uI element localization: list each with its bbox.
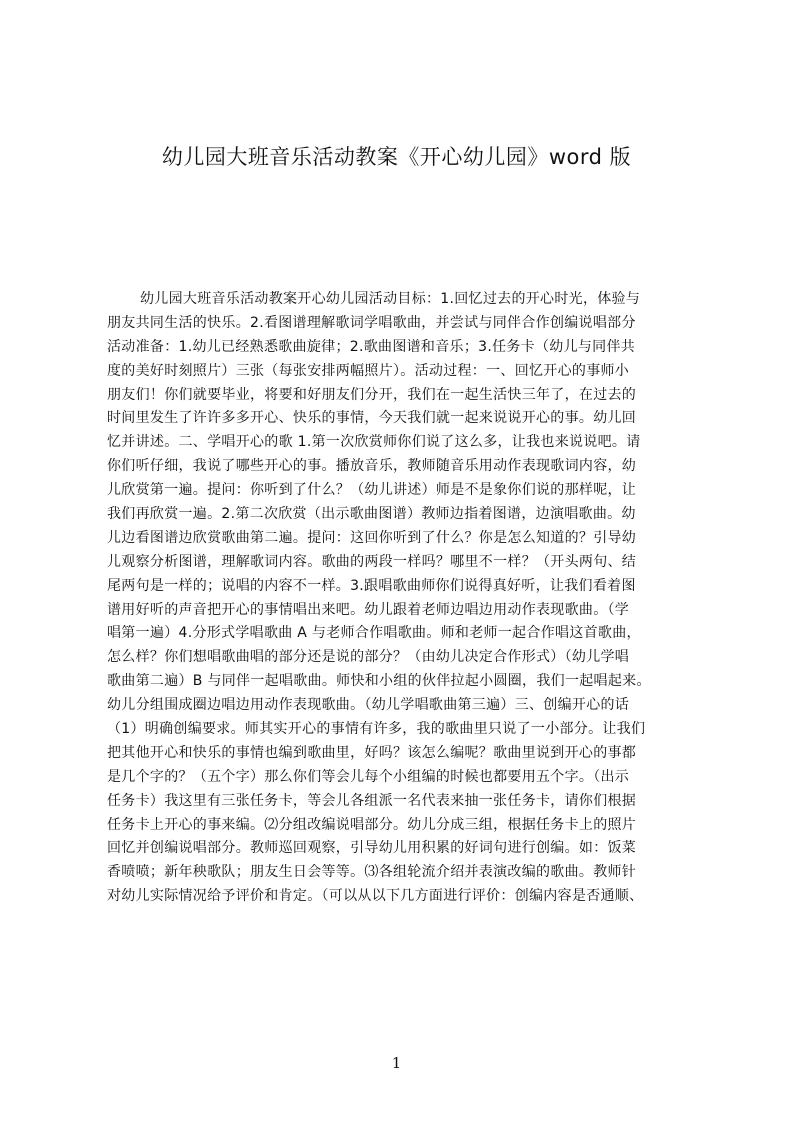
body-line: 歌曲第二遍）B 与同伴一起唱歌曲。师快和小组的伙伴拉起小圆圈，我们一起唱起来。	[107, 673, 651, 690]
body-line: 你们听仔细，我说了哪些开心的事。播放音乐，教师随音乐用动作表现歌词内容，幼	[107, 458, 637, 475]
body-line: 回忆并创编说唱部分。教师巡回观察，引导幼儿用积累的好词句进行创编。如：饭菜	[107, 840, 637, 857]
body-line: 对幼儿实际情况给予评价和肯定。（可以从以下几方面进行评价：创编内容是否通顺、	[107, 888, 644, 905]
body-line: 朋友共同生活的快乐。2.看图谱理解歌词学唱歌曲，并尝试与同伴合作创编说唱部分	[107, 314, 636, 331]
body-line: 怎么样？你们想唱歌曲唱的部分还是说的部分？（由幼儿决定合作形式）（幼儿学唱	[107, 649, 630, 666]
body-line: 忆并讲述。二、学唱开心的歌 1.第一次欣赏师你们说了这么多，让我也来说说吧。请	[107, 434, 641, 451]
body-line: 唱第一遍）4.分形式学唱歌曲 A 与老师合作唱歌曲。师和老师一起合作唱这首歌曲，	[107, 625, 641, 642]
document-title: 幼儿园大班音乐活动教案《开心幼儿园》word 版	[161, 145, 632, 169]
body-line: 把其他开心和快乐的事情也编到歌曲里，好吗？该怎么编呢？歌曲里说到开心的事都	[107, 744, 637, 761]
body-line: 幼儿分组围成圈边唱边用动作表现歌曲。（幼儿学唱歌曲第三遍）三、创编开心的话	[107, 697, 630, 714]
body-line: 时间里发生了许许多多开心、快乐的事情，今天我们就一起来说说开心的事。幼儿回	[107, 410, 637, 427]
body-line: 是几个字的？（五个字）那么你们等会儿每个小组编的时候也都要用五个字。（出示	[107, 768, 630, 785]
body-line: 我们再欣赏一遍。2.第二次欣赏（出示歌曲图谱）教师边指着图谱，边演唱歌曲。幼	[107, 506, 636, 523]
body-line: （1）明确创编要求。师其实开心的事情有许多，我的歌曲里只说了一小部分。让我们	[107, 721, 646, 738]
body-line: 任务卡上开心的事来编。⑵分组改编说唱部分。幼儿分成三组，根据任务卡上的照片	[107, 816, 637, 833]
body-line: 任务卡）我这里有三张任务卡，等会儿各组派一名代表来抽一张任务卡，请你们根据	[107, 792, 637, 809]
body-line: 度的美好时刻照片）三张（每张安排两幅照片）。活动过程：一、回忆开心的事师小	[107, 362, 630, 379]
page-number: 1	[391, 1054, 402, 1072]
body-line: 尾两句是一样的；说唱的内容不一样。3.跟唱歌曲师你们说得真好听，让我们看着图	[107, 577, 636, 594]
body-line: 朋友们！你们就要毕业，将要和好朋友们分开，我们在一起生活快三年了，在过去的	[107, 386, 637, 403]
body-line: 儿欣赏第一遍。提问：你听到了什么？（幼儿讲述）师是不是象你们说的那样呢，让	[107, 482, 637, 499]
body-line: 谱用好听的声音把开心的事情唱出来吧。幼儿跟着老师边唱边用动作表现歌曲。（学	[107, 601, 630, 618]
body-line: 儿边看图谱边欣赏歌曲第二遍。提问：这回你听到了什么？你是怎么知道的？引导幼	[107, 529, 637, 546]
body-line: 儿观察分析图谱，理解歌词内容。歌曲的两段一样吗？哪里不一样？（开头两句、结	[107, 553, 637, 570]
document-body	[107, 288, 697, 909]
body-line: 活动准备：1.幼儿已经熟悉歌曲旋律；2.歌曲图谱和音乐；3.任务卡（幼儿与同伴共	[107, 338, 636, 355]
body-line: 幼儿园大班音乐活动教案开心幼儿园活动目标：1.回忆过去的开心时光，体验与	[140, 291, 641, 307]
body-line: 香喷喷；新年秧歌队；朋友生日会等等。⑶各组轮流介绍并表演改编的歌曲。教师针	[107, 864, 637, 881]
